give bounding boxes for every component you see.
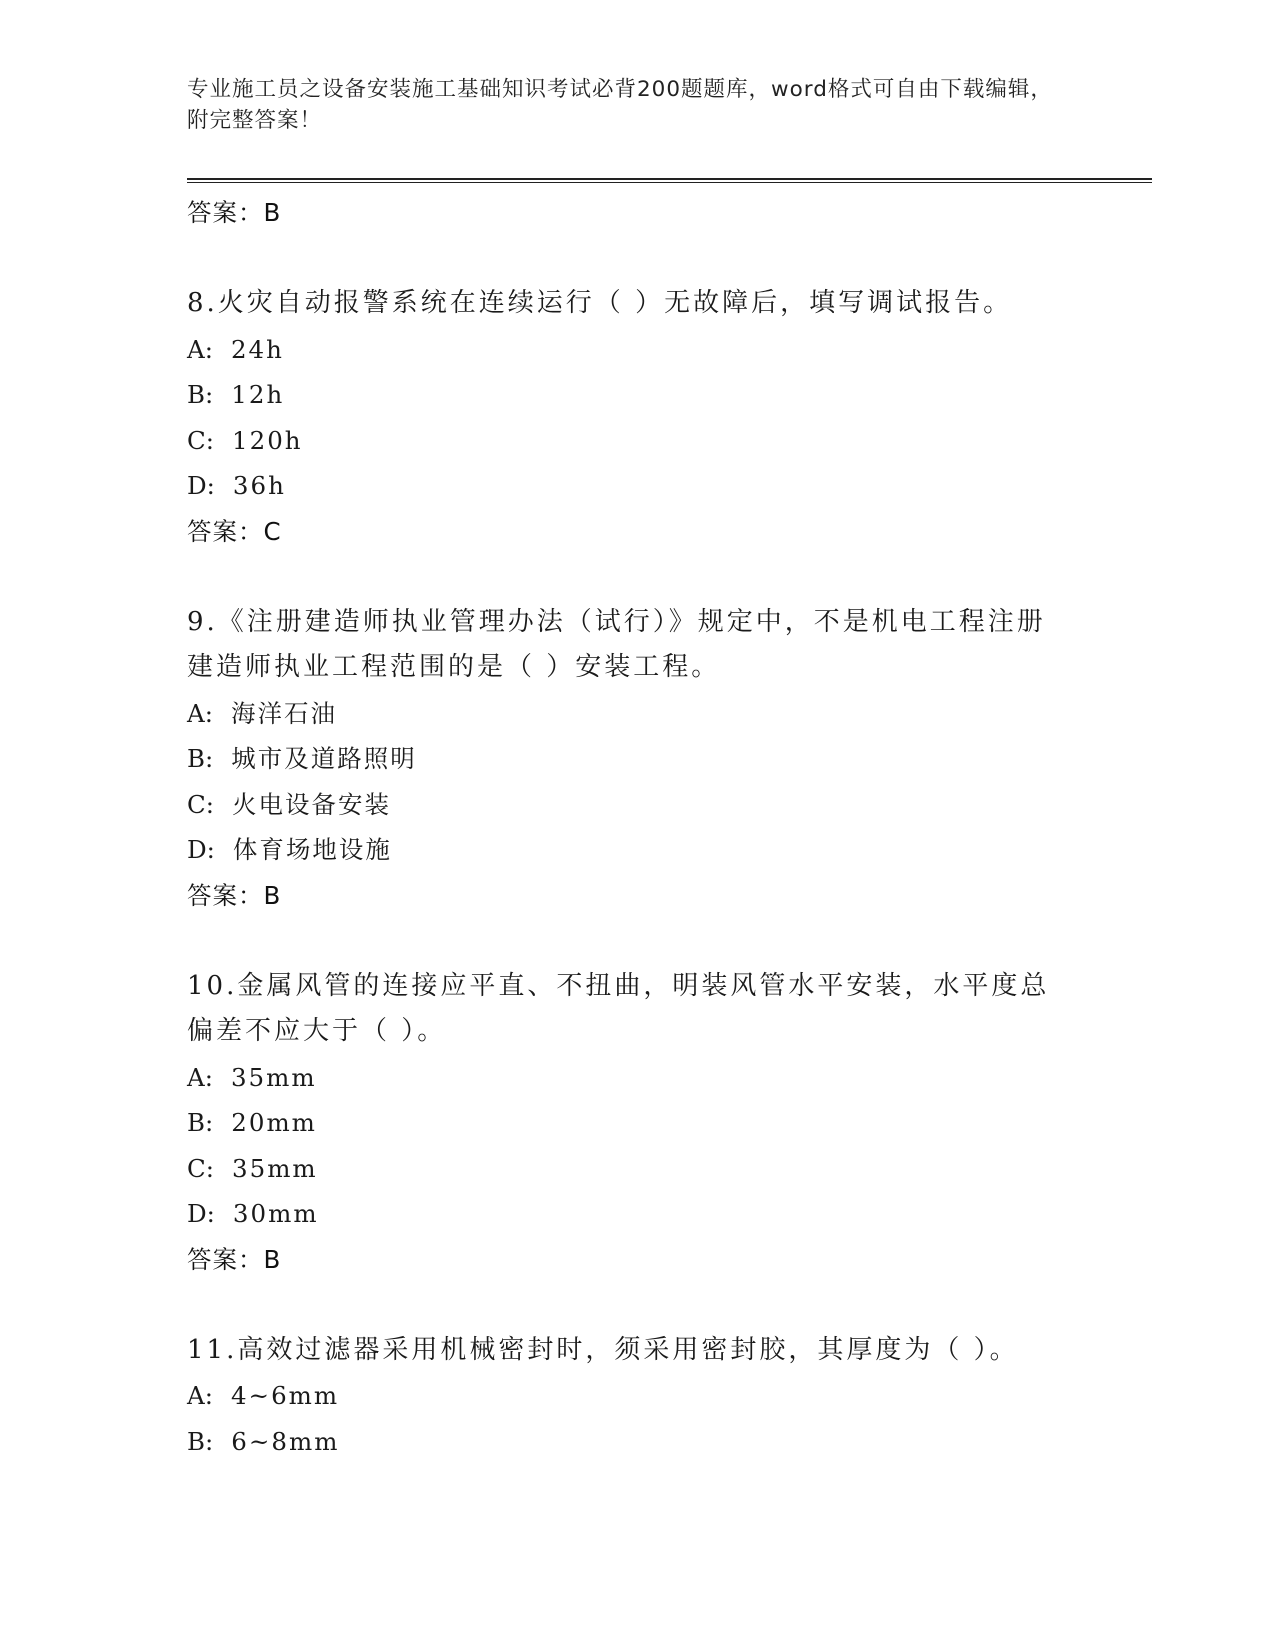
option-d: D: 30mm — [187, 1199, 319, 1228]
option-b: B: 20mm — [187, 1108, 317, 1137]
option-a: A: 海洋石油 — [187, 698, 337, 728]
option-d: D: 体育场地设施 — [187, 835, 392, 864]
spacer — [187, 235, 1067, 281]
question-list — [187, 190, 1067, 1464]
document-header: 专业施工员之设备安装施工基础知识考试必背200题题库，word格式可自由下载编辑，附完整答案！ — [187, 77, 1053, 133]
option-a: A: 4~6mm — [187, 1381, 340, 1410]
option-c: C: 35mm — [187, 1153, 318, 1183]
option-a: A: 35mm — [187, 1062, 317, 1092]
answer-line: 答案：B — [187, 880, 282, 910]
spacer — [187, 1282, 1067, 1328]
answer-line: 答案：C — [187, 516, 282, 546]
spacer — [187, 554, 1067, 600]
answer-line: 答案：B — [187, 1244, 282, 1274]
spacer — [187, 918, 1067, 964]
question-stem: 11.高效过滤器采用机械密封时，须采用密封胶，其厚度为（ ）。 — [187, 1334, 1019, 1365]
option-c: C: 火电设备安装 — [187, 789, 392, 819]
question-stem: 8.火灾自动报警系统在连续运行（ ）无故障后，填写调试报告。 — [187, 288, 1013, 318]
option-d: D: 36h — [187, 471, 286, 500]
answer-line: 答案：B — [187, 198, 282, 227]
option-b: B: 6~8mm — [187, 1426, 340, 1456]
header-rule-bottom — [187, 182, 1152, 183]
header-rule-top — [187, 178, 1152, 180]
question-stem: 10.金属风管的连接应平直、不扭曲，明装风管水平安装，水平度总偏差不应大于（ ）。 — [187, 970, 1050, 1046]
option-c: C: 120h — [187, 425, 303, 455]
question-stem: 9.《注册建造师执业管理办法（试行）》规定中，不是机电工程注册建造师执业工程范围的是（ ）安装工程。 — [187, 606, 1046, 682]
option-b: B: 城市及道路照明 — [187, 744, 417, 773]
option-b: B: 12h — [187, 380, 285, 409]
option-a: A: 24h — [187, 334, 284, 364]
